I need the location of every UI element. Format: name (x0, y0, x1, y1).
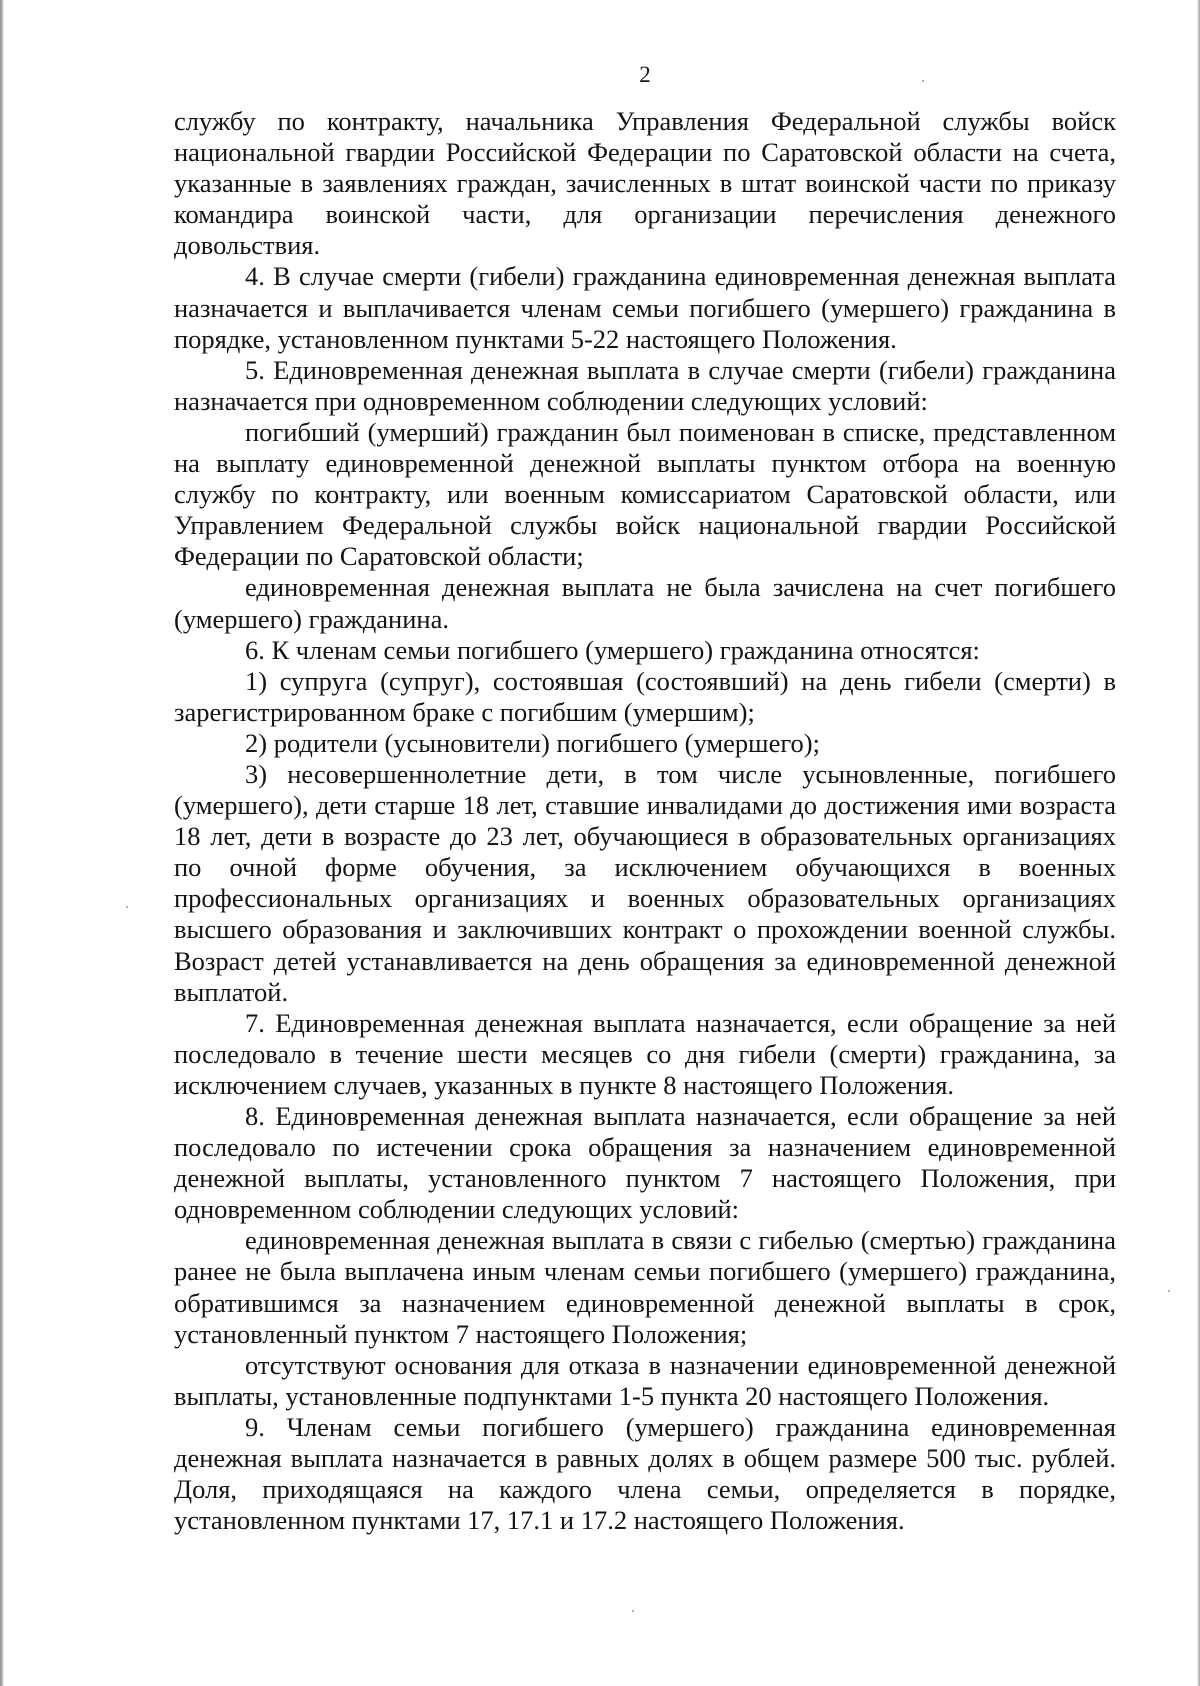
paragraph-condition-listed: погибший (умерший) гражданин был поименован в списке, представленном на выплату единовременной денежной выплаты пунктом отбора на военную службу по контракту, или военным комиссариатом Саратовской области, или Управлением Федеральной службы войск национальной гвардии Российской Федерации по Саратовской области; (174, 416, 1116, 572)
scan-speck (1168, 1290, 1170, 1292)
paragraph-item-7: 7. Единовременная денежная выплата назначается, если обращение за ней последовало в течение шести месяцев со дня гибели (смерти) гражданина, за исключением случаев, указанных в пункте 8 настоящего Положения. (174, 1007, 1116, 1100)
paragraph-continuation: службу по контракту, начальника Управления Федеральной службы войск национальной гвардии Российской Федерации по Саратовской области на счета, указанные в заявлениях граждан, зачисленных в штат воинской части по приказу командира воинской части, для организации перечисления денежного довольствия. (174, 106, 1116, 261)
paragraph-subitem-3: 3) несовершеннолетние дети, в том числе усыновленные, погибшего (умершего), дети старше 18 лет, ставшие инвалидами до достижения ими возраста 18 лет, дети в возрасте до 23 лет, обучающиеся в образовательных организациях по очной форме обучения, за исключением обучающихся в военных профессиональных организациях и военных образовательных организациях высшего образования и заключивших контракт о прохождении военной службы. Возраст детей устанавливается на день обращения за единовременной денежной выплатой. (174, 758, 1116, 1007)
paragraph-condition-not-paid: единовременная денежная выплата в связи с гибелью (смертью) гражданина ранее не была выплачена иным членам семьи погибшего (умершего) гражданина, обратившимся за назначением единовременной денежной выплаты в срок, установленный пунктом 7 настоящего Положения; (174, 1225, 1116, 1349)
paragraph-item-9: 9. Членам семьи погибшего (умершего) гражданина единовременная денежная выплата назначается в равных долях в общем размере 500 тыс. рублей. Доля, приходящаяся на каждого члена семьи, определяется в порядке, установленном пунктами 17, 17.1 и 17.2 настоящего Положения. (174, 1411, 1116, 1536)
document-body (174, 106, 1116, 1536)
paragraph-subitem-2: 2) родители (усыновители) погибшего (умершего); (245, 727, 820, 758)
paragraph-item-8: 8. Единовременная денежная выплата назначается, если обращение за ней последовало по истечении срока обращения за назначением единовременной денежной выплаты, установленного пунктом 7 настоящего Положения, при одновременном соблюдении следующих условий: (174, 1101, 1116, 1225)
scan-speck (922, 80, 924, 82)
scan-speck (632, 1610, 634, 1612)
paragraph-item-4: 4. В случае смерти (гибели) гражданина единовременная денежная выплата назначается и выплачивается членам семьи погибшего (умершего) гражданина в порядке, установленном пунктами 5-22 настоящего Положения. (174, 261, 1116, 354)
paragraph-condition-not-credited: единовременная денежная выплата не была зачислена на счет погибшего (умершего) гражданина. (174, 572, 1116, 634)
paragraph-condition-no-grounds: отсутствуют основания для отказа в назначении единовременной денежной выплаты, установленные подпунктами 1-5 пункта 20 настоящего Положения. (174, 1349, 1116, 1411)
scan-speck (126, 906, 128, 908)
page-number: 2 (639, 62, 651, 87)
paragraph-item-6: 6. К членам семьи погибшего (умершего) гражданина относятся: (245, 634, 980, 665)
paragraph-item-5: 5. Единовременная денежная выплата в случае смерти (гибели) гражданина назначается при одновременном соблюдении следующих условий: (174, 354, 1116, 416)
paragraph-subitem-1: 1) супруга (супруг), состоявшая (состоявший) на день гибели (смерти) в зарегистрированном браке с погибшим (умершим); (174, 665, 1116, 727)
scan-edge-left (0, 0, 4, 1686)
